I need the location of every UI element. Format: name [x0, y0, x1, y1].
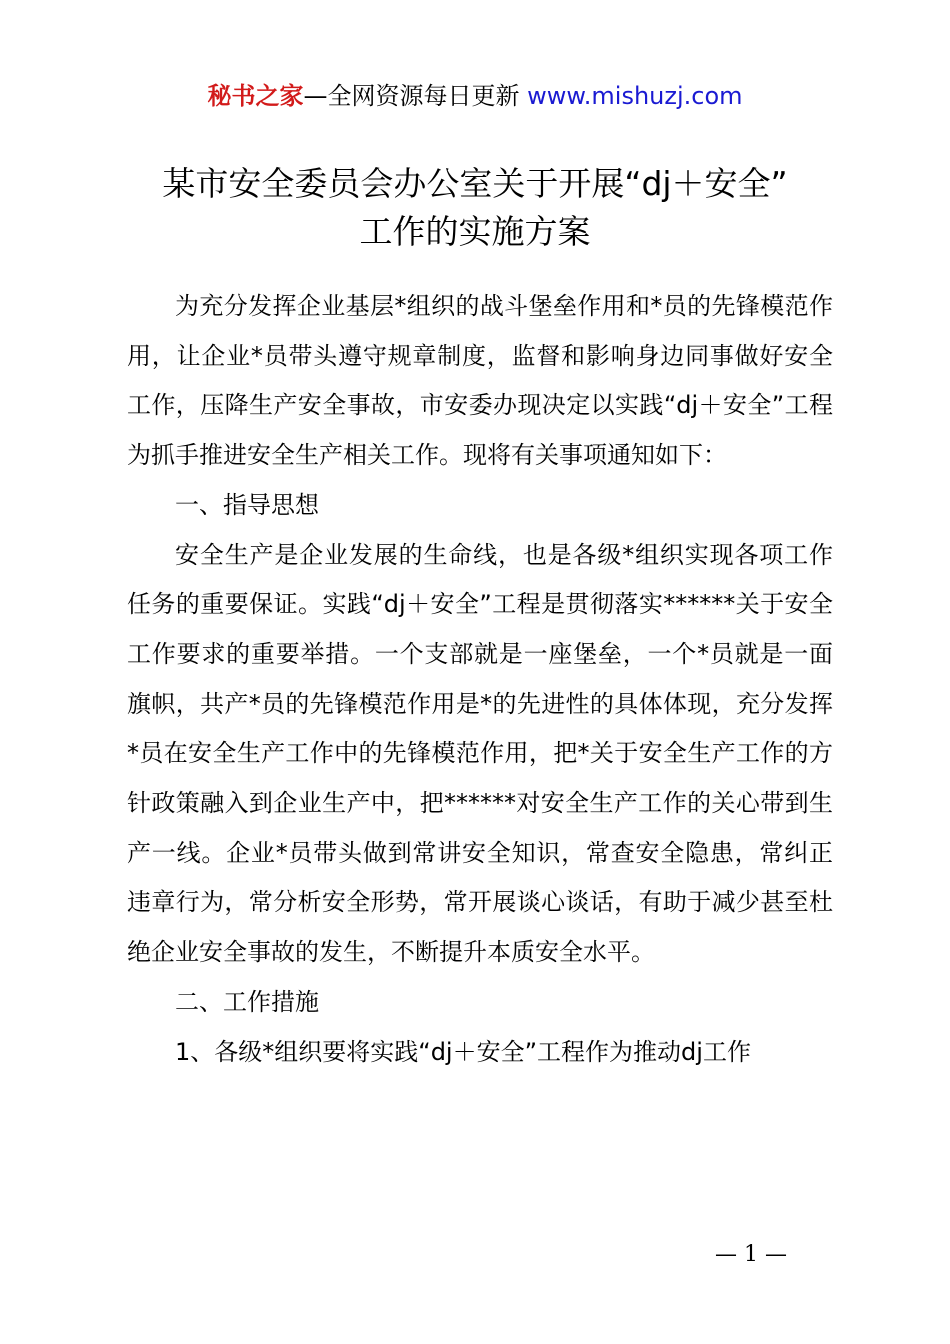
- title-line-2: 工作的实施方案: [359, 212, 591, 251]
- title-line-1: 某市安全委员会办公室关于开展“dj＋安全”: [162, 164, 788, 203]
- section-heading-2: 二、工作措施: [175, 987, 319, 1016]
- section-heading-1: 一、指导思想: [175, 490, 319, 519]
- site-brand: 秘书之家: [207, 82, 304, 110]
- intro-paragraph: 为充分发挥企业基层*组织的战斗堡垒作用和*员的先锋模范作用，让企业*员带头遵守规章制度，监督和影响身边同事做好安全工作，压降生产安全事故，市安委办现决定以实践“dj＋安全”工程为抓手推进安全生产相关工作。现将有关事项通知如下：: [127, 292, 833, 470]
- document-title: [60, 160, 890, 256]
- document-body: [127, 282, 833, 1077]
- guiding-thought-paragraph: 安全生产是企业发展的生命线，也是各级*组织实现各项工作任务的重要保证。实践“dj＋安全”工程是贯彻落实******关于安全工作要求的重要举措。一个支部就是一座堡垒，一个*员就是一面旗帜，共产*员的先锋模范作用是*的先进性的具体体现，充分发挥*员在安全生产工作中的先锋模范作用，把*关于安全生产工作的方针政策融入到企业生产中，把******对安全生产工作的关心带到生产一线。企业*员带头做到常讲安全知识，常查安全隐患，常纠正违章行为，常分析安全形势，常开展谈心谈话，有助于减少甚至杜绝企业安全事故的发生，不断提升本质安全水平。: [127, 540, 833, 967]
- site-header: [0, 80, 950, 112]
- site-url[interactable]: www.mishuzj.com: [527, 82, 743, 110]
- page-number: — 1 —: [715, 1242, 787, 1267]
- site-slogan: —全网资源每日更新: [303, 82, 528, 110]
- measure-paragraph-1: 1、各级*组织要将实践“dj＋安全”工程作为推动dj工作: [175, 1037, 751, 1066]
